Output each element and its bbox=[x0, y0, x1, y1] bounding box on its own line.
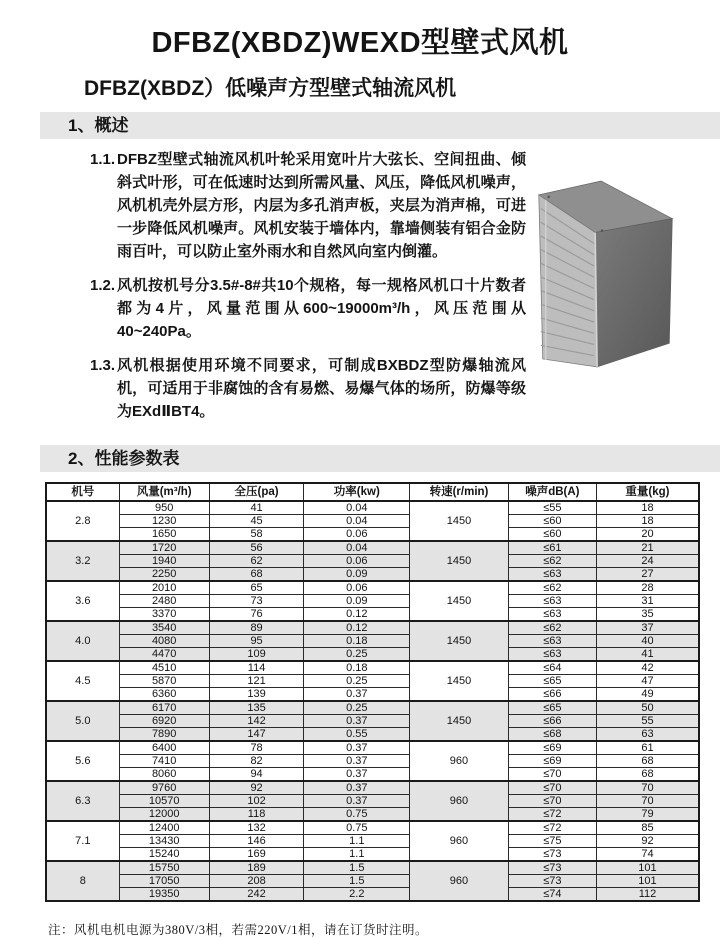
noise-cell: ≤55 bbox=[508, 501, 596, 515]
model-cell: 6.3 bbox=[46, 781, 119, 821]
table-row bbox=[46, 741, 699, 755]
noise-cell: ≤72 bbox=[508, 821, 596, 835]
power-cell: 0.12 bbox=[304, 608, 410, 622]
power-cell: 0.37 bbox=[304, 768, 410, 782]
pressure-cell: 118 bbox=[209, 808, 304, 822]
power-cell: 0.37 bbox=[304, 795, 410, 808]
paragraph-text: 风机根据使用环境不同要求，可制成BXBDZ型防爆轴流风机，可适用于非腐蚀的含有易燃、易爆气体的场所，防爆等级为EXdⅡBT4。 bbox=[117, 357, 526, 420]
airflow-cell: 5870 bbox=[119, 675, 209, 688]
pressure-cell: 45 bbox=[209, 515, 304, 528]
noise-cell: ≤73 bbox=[508, 848, 596, 862]
airflow-cell: 6170 bbox=[119, 701, 209, 715]
airflow-cell: 13430 bbox=[119, 835, 209, 848]
pressure-cell: 89 bbox=[209, 621, 304, 635]
model-cell: 5.0 bbox=[46, 701, 119, 741]
column-header: 风量(m³/h) bbox=[119, 483, 209, 501]
table-row bbox=[46, 501, 699, 515]
fan-box-illustration bbox=[524, 172, 692, 372]
weight-cell: 68 bbox=[596, 768, 699, 782]
pressure-cell: 189 bbox=[209, 861, 304, 875]
table-row bbox=[46, 781, 699, 795]
paragraph-text: 风机按机号分3.5#-8#共10个规格，每一规格风机口十片数者都为4片，风量范围从600~19000m³/h，风压范围从40~240Pa。 bbox=[117, 277, 526, 340]
footnote: 注：风机电机电源为380V/3相，若需220V/1相，请在订货时注明。 bbox=[48, 923, 429, 937]
table-row bbox=[46, 528, 699, 542]
weight-cell: 61 bbox=[596, 741, 699, 755]
power-cell: 0.18 bbox=[304, 661, 410, 675]
power-cell: 0.37 bbox=[304, 741, 410, 755]
weight-cell: 68 bbox=[596, 755, 699, 768]
pressure-cell: 121 bbox=[209, 675, 304, 688]
airflow-cell: 9760 bbox=[119, 781, 209, 795]
power-cell: 0.04 bbox=[304, 501, 410, 515]
paragraph-1-1 bbox=[90, 148, 526, 263]
noise-cell: ≤63 bbox=[508, 608, 596, 622]
table-row bbox=[46, 568, 699, 582]
speed-cell: 960 bbox=[410, 821, 509, 861]
airflow-cell: 2480 bbox=[119, 595, 209, 608]
weight-cell: 41 bbox=[596, 648, 699, 662]
noise-cell: ≤63 bbox=[508, 568, 596, 582]
section-heading-overview-text: 1、概述 bbox=[68, 116, 129, 135]
noise-cell: ≤73 bbox=[508, 875, 596, 888]
noise-cell: ≤70 bbox=[508, 768, 596, 782]
noise-cell: ≤65 bbox=[508, 675, 596, 688]
airflow-cell: 7890 bbox=[119, 728, 209, 742]
table-row bbox=[46, 515, 699, 528]
speed-cell: 1450 bbox=[410, 621, 509, 661]
weight-cell: 21 bbox=[596, 541, 699, 555]
speed-cell: 960 bbox=[410, 861, 509, 901]
weight-cell: 63 bbox=[596, 728, 699, 742]
table-row bbox=[46, 835, 699, 848]
noise-cell: ≤66 bbox=[508, 715, 596, 728]
table-row bbox=[46, 821, 699, 835]
pressure-cell: 132 bbox=[209, 821, 304, 835]
airflow-cell: 15750 bbox=[119, 861, 209, 875]
pressure-cell: 68 bbox=[209, 568, 304, 582]
power-cell: 0.75 bbox=[304, 808, 410, 822]
airflow-cell: 6400 bbox=[119, 741, 209, 755]
pressure-cell: 142 bbox=[209, 715, 304, 728]
model-cell: 7.1 bbox=[46, 821, 119, 861]
airflow-cell: 4080 bbox=[119, 635, 209, 648]
section-heading-overview bbox=[40, 112, 720, 139]
table-row bbox=[46, 581, 699, 595]
airflow-cell: 3540 bbox=[119, 621, 209, 635]
model-cell: 4.5 bbox=[46, 661, 119, 701]
airflow-cell: 7410 bbox=[119, 755, 209, 768]
model-cell: 8 bbox=[46, 861, 119, 901]
pressure-cell: 62 bbox=[209, 555, 304, 568]
table-row bbox=[46, 715, 699, 728]
airflow-cell: 8060 bbox=[119, 768, 209, 782]
model-cell: 2.8 bbox=[46, 501, 119, 541]
power-cell: 1.5 bbox=[304, 875, 410, 888]
airflow-cell: 1650 bbox=[119, 528, 209, 542]
airflow-cell: 6360 bbox=[119, 688, 209, 702]
speed-cell: 1450 bbox=[410, 581, 509, 621]
table-row bbox=[46, 661, 699, 675]
column-header: 重量(kg) bbox=[596, 483, 699, 501]
speed-cell: 1450 bbox=[410, 541, 509, 581]
pressure-cell: 92 bbox=[209, 781, 304, 795]
power-cell: 0.25 bbox=[304, 648, 410, 662]
pressure-cell: 65 bbox=[209, 581, 304, 595]
power-cell: 0.25 bbox=[304, 701, 410, 715]
table-row bbox=[46, 635, 699, 648]
table-row bbox=[46, 808, 699, 822]
airflow-cell: 2250 bbox=[119, 568, 209, 582]
paragraph-1-2 bbox=[90, 274, 526, 343]
overview-section bbox=[0, 148, 720, 432]
pressure-cell: 146 bbox=[209, 835, 304, 848]
weight-cell: 24 bbox=[596, 555, 699, 568]
page-title: DFBZ(XBDZ)WEXD型壁式风机 bbox=[151, 27, 569, 59]
noise-cell: ≤75 bbox=[508, 835, 596, 848]
airflow-cell: 950 bbox=[119, 501, 209, 515]
table-row bbox=[46, 728, 699, 742]
airflow-cell: 17050 bbox=[119, 875, 209, 888]
weight-cell: 18 bbox=[596, 515, 699, 528]
section-heading-performance-text: 2、性能参数表 bbox=[68, 449, 180, 468]
table-row bbox=[46, 888, 699, 902]
pressure-cell: 76 bbox=[209, 608, 304, 622]
noise-cell: ≤69 bbox=[508, 741, 596, 755]
overview-paragraphs bbox=[90, 148, 526, 423]
power-cell: 0.09 bbox=[304, 568, 410, 582]
table-row bbox=[46, 541, 699, 555]
noise-cell: ≤74 bbox=[508, 888, 596, 902]
weight-cell: 37 bbox=[596, 621, 699, 635]
paragraph-number: 1.1. bbox=[90, 151, 116, 168]
noise-cell: ≤70 bbox=[508, 795, 596, 808]
column-header: 噪声dB(A) bbox=[508, 483, 596, 501]
paragraph-number: 1.3. bbox=[90, 357, 116, 374]
table-row bbox=[46, 608, 699, 622]
weight-cell: 31 bbox=[596, 595, 699, 608]
table-row bbox=[46, 688, 699, 702]
noise-cell: ≤70 bbox=[508, 781, 596, 795]
pressure-cell: 58 bbox=[209, 528, 304, 542]
noise-cell: ≤62 bbox=[508, 555, 596, 568]
weight-cell: 50 bbox=[596, 701, 699, 715]
airflow-cell: 1940 bbox=[119, 555, 209, 568]
column-header: 功率(kw) bbox=[304, 483, 410, 501]
table-row bbox=[46, 648, 699, 662]
pressure-cell: 169 bbox=[209, 848, 304, 862]
power-cell: 0.06 bbox=[304, 555, 410, 568]
performance-table bbox=[45, 482, 700, 902]
weight-cell: 27 bbox=[596, 568, 699, 582]
power-cell: 2.2 bbox=[304, 888, 410, 902]
power-cell: 1.1 bbox=[304, 848, 410, 862]
power-cell: 0.06 bbox=[304, 581, 410, 595]
airflow-cell: 19350 bbox=[119, 888, 209, 902]
weight-cell: 101 bbox=[596, 875, 699, 888]
table-header-row bbox=[46, 483, 699, 501]
power-cell: 0.04 bbox=[304, 515, 410, 528]
noise-cell: ≤66 bbox=[508, 688, 596, 702]
model-cell: 3.2 bbox=[46, 541, 119, 581]
airflow-cell: 4510 bbox=[119, 661, 209, 675]
weight-cell: 47 bbox=[596, 675, 699, 688]
table-row bbox=[46, 861, 699, 875]
weight-cell: 35 bbox=[596, 608, 699, 622]
pressure-cell: 41 bbox=[209, 501, 304, 515]
section-heading-performance bbox=[40, 445, 720, 472]
table-row bbox=[46, 768, 699, 782]
airflow-cell: 15240 bbox=[119, 848, 209, 862]
weight-cell: 49 bbox=[596, 688, 699, 702]
power-cell: 0.37 bbox=[304, 688, 410, 702]
power-cell: 0.75 bbox=[304, 821, 410, 835]
airflow-cell: 3370 bbox=[119, 608, 209, 622]
speed-cell: 1450 bbox=[410, 701, 509, 741]
noise-cell: ≤60 bbox=[508, 515, 596, 528]
table-row bbox=[46, 848, 699, 862]
pressure-cell: 147 bbox=[209, 728, 304, 742]
power-cell: 0.25 bbox=[304, 675, 410, 688]
table-row bbox=[46, 795, 699, 808]
page-subtitle: DFBZ(XBDZ）低噪声方型壁式轴流风机 bbox=[84, 77, 457, 100]
pressure-cell: 208 bbox=[209, 875, 304, 888]
pressure-cell: 95 bbox=[209, 635, 304, 648]
pressure-cell: 56 bbox=[209, 541, 304, 555]
airflow-cell: 4470 bbox=[119, 648, 209, 662]
weight-cell: 70 bbox=[596, 781, 699, 795]
weight-cell: 74 bbox=[596, 848, 699, 862]
weight-cell: 85 bbox=[596, 821, 699, 835]
weight-cell: 40 bbox=[596, 635, 699, 648]
weight-cell: 101 bbox=[596, 861, 699, 875]
speed-cell: 1450 bbox=[410, 501, 509, 541]
pressure-cell: 135 bbox=[209, 701, 304, 715]
pressure-cell: 139 bbox=[209, 688, 304, 702]
pressure-cell: 102 bbox=[209, 795, 304, 808]
paragraph-text: DFBZ型壁式轴流风机叶轮采用宽叶片大弦长、空间扭曲、倾斜式叶形，可在低速时达到所需风量、风压，降低风机噪声，风机机壳外层方形，内层为多孔消声板，夹层为消声棉，可进一步降低风机噪声。风机安装于墙体内，靠墙侧装有铝合金防雨百叶，可以防止室外雨水和自然风向室内倒灌。 bbox=[117, 151, 526, 260]
weight-cell: 42 bbox=[596, 661, 699, 675]
power-cell: 0.04 bbox=[304, 541, 410, 555]
power-cell: 0.12 bbox=[304, 621, 410, 635]
column-header: 全压(pa) bbox=[209, 483, 304, 501]
model-cell: 4.0 bbox=[46, 621, 119, 661]
airflow-cell: 10570 bbox=[119, 795, 209, 808]
noise-cell: ≤61 bbox=[508, 541, 596, 555]
noise-cell: ≤63 bbox=[508, 648, 596, 662]
column-header: 机号 bbox=[46, 483, 119, 501]
power-cell: 0.37 bbox=[304, 715, 410, 728]
noise-cell: ≤68 bbox=[508, 728, 596, 742]
noise-cell: ≤63 bbox=[508, 635, 596, 648]
power-cell: 0.37 bbox=[304, 781, 410, 795]
table-row bbox=[46, 675, 699, 688]
pressure-cell: 242 bbox=[209, 888, 304, 902]
pressure-cell: 114 bbox=[209, 661, 304, 675]
noise-cell: ≤65 bbox=[508, 701, 596, 715]
airflow-cell: 1230 bbox=[119, 515, 209, 528]
power-cell: 0.55 bbox=[304, 728, 410, 742]
speed-cell: 1450 bbox=[410, 661, 509, 701]
weight-cell: 55 bbox=[596, 715, 699, 728]
power-cell: 1.5 bbox=[304, 861, 410, 875]
table-row bbox=[46, 701, 699, 715]
airflow-cell: 12000 bbox=[119, 808, 209, 822]
table-row bbox=[46, 595, 699, 608]
noise-cell: ≤60 bbox=[508, 528, 596, 542]
pressure-cell: 109 bbox=[209, 648, 304, 662]
pressure-cell: 78 bbox=[209, 741, 304, 755]
airflow-cell: 6920 bbox=[119, 715, 209, 728]
noise-cell: ≤62 bbox=[508, 621, 596, 635]
weight-cell: 20 bbox=[596, 528, 699, 542]
airflow-cell: 12400 bbox=[119, 821, 209, 835]
column-header: 转速(r/min) bbox=[410, 483, 509, 501]
speed-cell: 960 bbox=[410, 781, 509, 821]
paragraph-number: 1.2. bbox=[90, 277, 116, 294]
weight-cell: 70 bbox=[596, 795, 699, 808]
power-cell: 0.09 bbox=[304, 595, 410, 608]
airflow-cell: 1720 bbox=[119, 541, 209, 555]
noise-cell: ≤63 bbox=[508, 595, 596, 608]
speed-cell: 960 bbox=[410, 741, 509, 781]
power-cell: 0.18 bbox=[304, 635, 410, 648]
noise-cell: ≤62 bbox=[508, 581, 596, 595]
product-photo bbox=[524, 172, 692, 372]
weight-cell: 79 bbox=[596, 808, 699, 822]
table-row bbox=[46, 755, 699, 768]
pressure-cell: 73 bbox=[209, 595, 304, 608]
weight-cell: 92 bbox=[596, 835, 699, 848]
table-row bbox=[46, 875, 699, 888]
model-cell: 3.6 bbox=[46, 581, 119, 621]
weight-cell: 18 bbox=[596, 501, 699, 515]
noise-cell: ≤72 bbox=[508, 808, 596, 822]
power-cell: 0.37 bbox=[304, 755, 410, 768]
noise-cell: ≤69 bbox=[508, 755, 596, 768]
weight-cell: 28 bbox=[596, 581, 699, 595]
airflow-cell: 2010 bbox=[119, 581, 209, 595]
weight-cell: 112 bbox=[596, 888, 699, 902]
table-row bbox=[46, 621, 699, 635]
paragraph-1-3 bbox=[90, 354, 526, 423]
noise-cell: ≤64 bbox=[508, 661, 596, 675]
pressure-cell: 82 bbox=[209, 755, 304, 768]
table-row bbox=[46, 555, 699, 568]
power-cell: 0.06 bbox=[304, 528, 410, 542]
pressure-cell: 94 bbox=[209, 768, 304, 782]
model-cell: 5.6 bbox=[46, 741, 119, 781]
power-cell: 1.1 bbox=[304, 835, 410, 848]
noise-cell: ≤73 bbox=[508, 861, 596, 875]
